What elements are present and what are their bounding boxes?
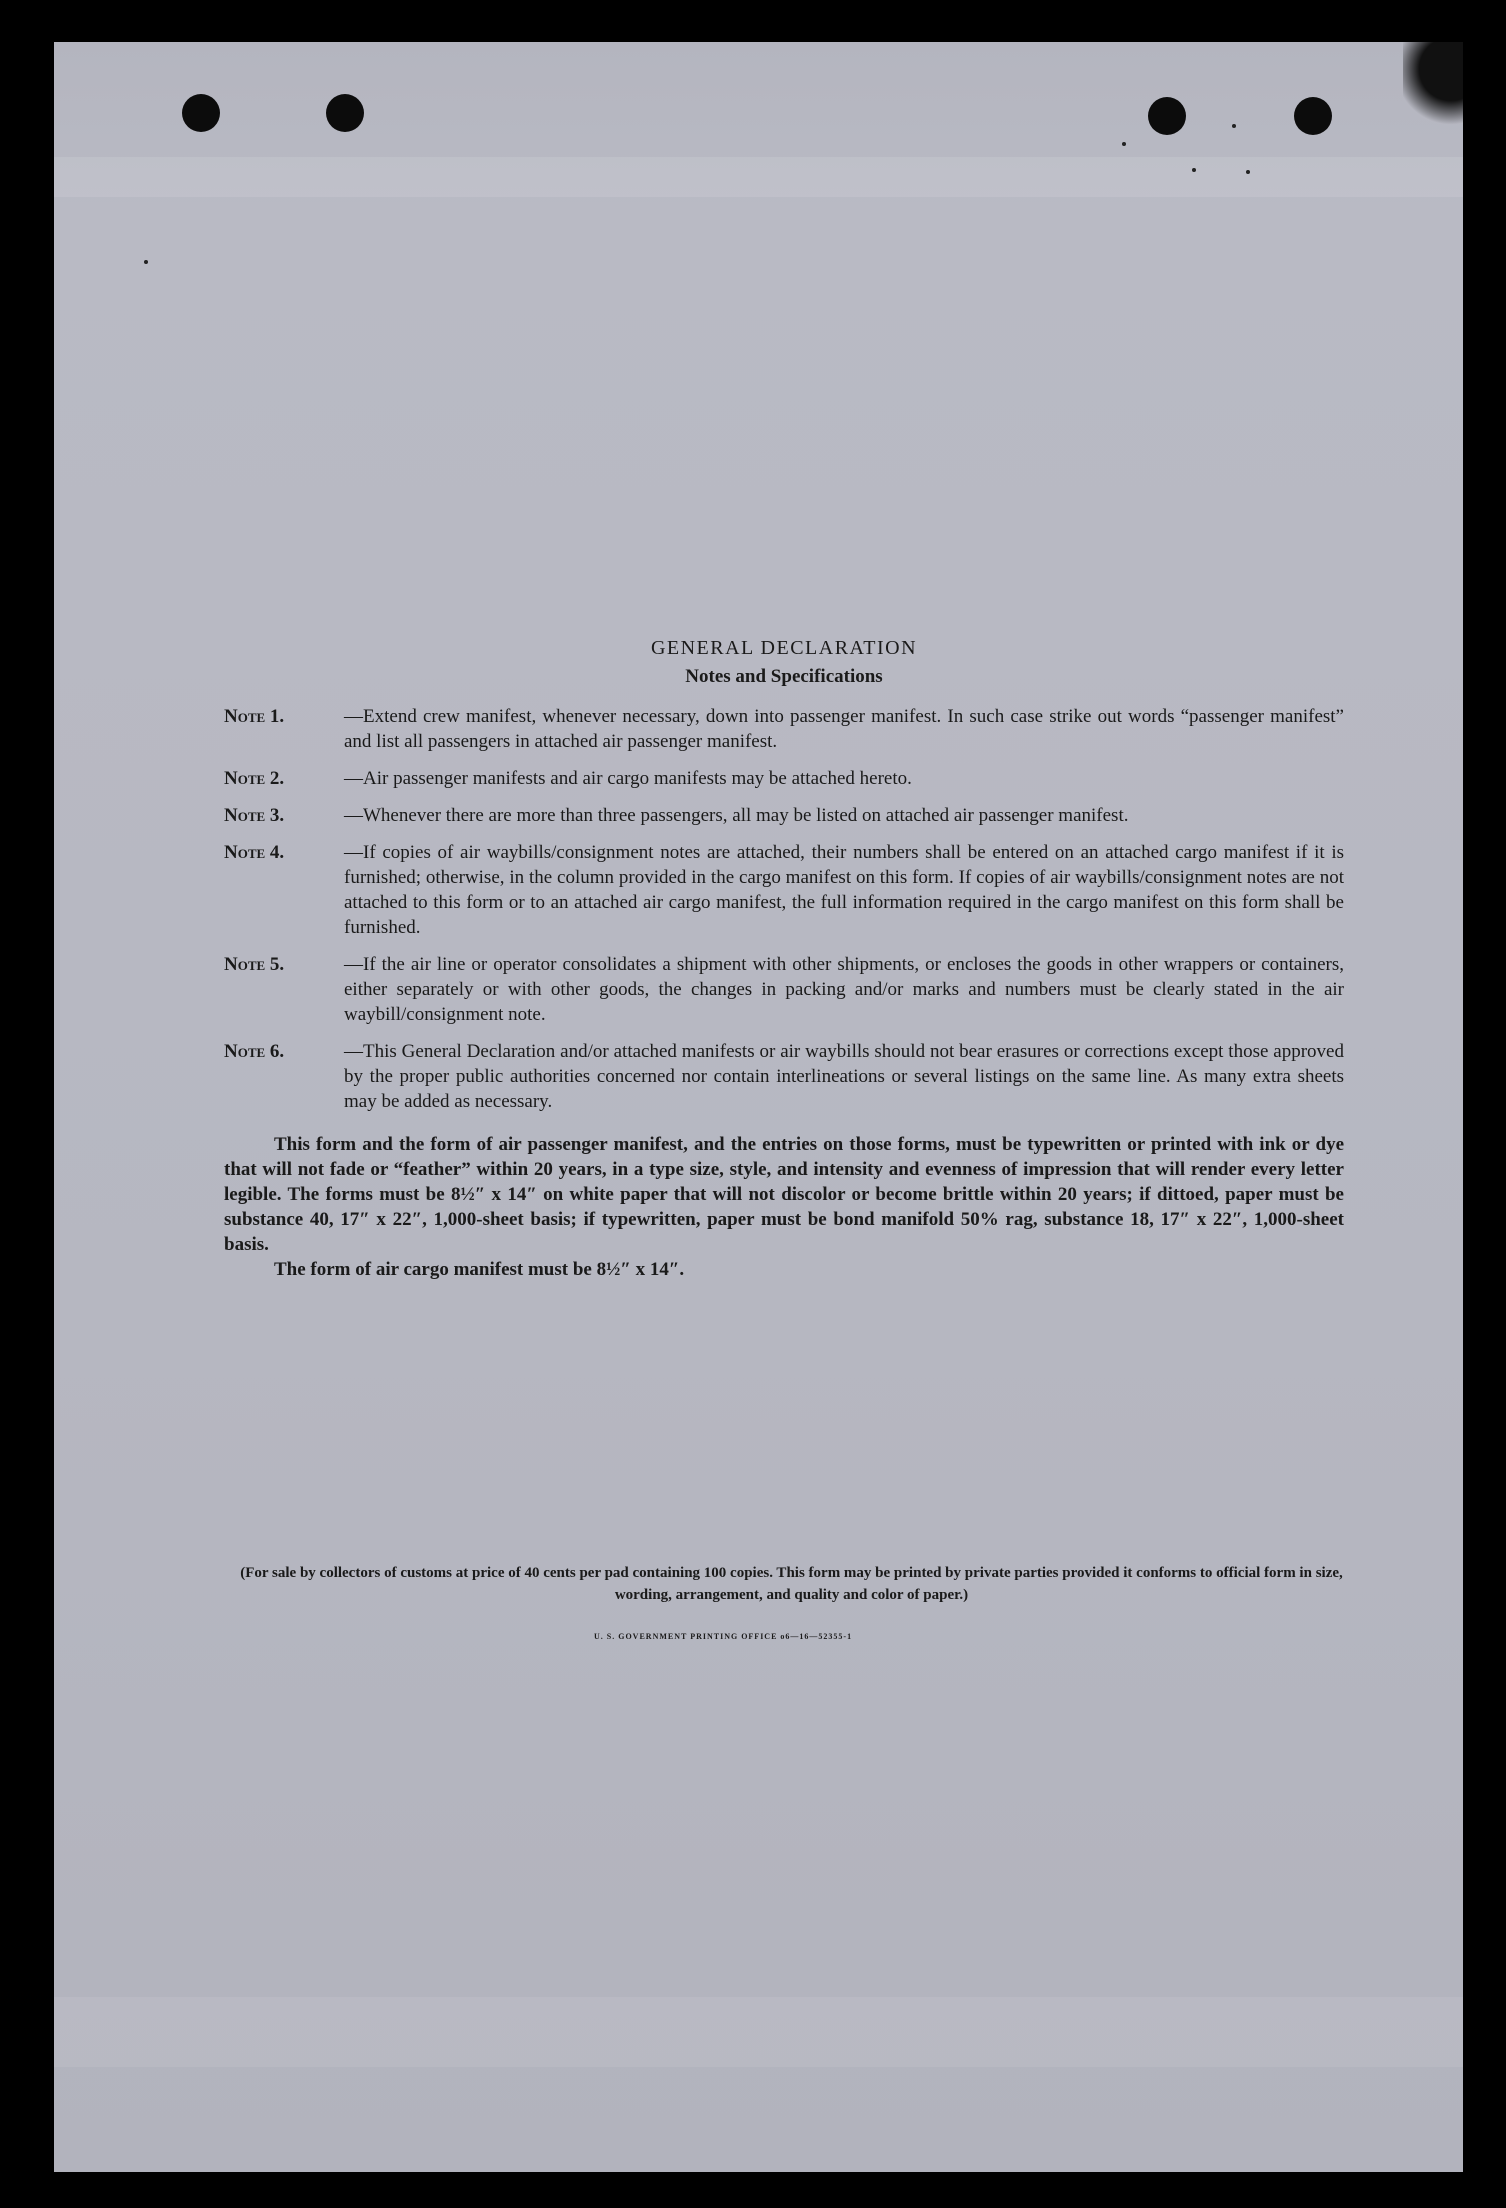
scan-band bbox=[54, 1997, 1463, 2067]
ink-speck bbox=[144, 260, 148, 264]
note-label: Note 2. bbox=[224, 768, 285, 789]
note-5 bbox=[224, 952, 1344, 1027]
note-text: —Air passenger manifests and air cargo manifests may be attached hereto. bbox=[344, 768, 912, 789]
note-4 bbox=[224, 840, 1344, 940]
note-text: —If copies of air waybills/consignment notes are attached, their numbers shall be entered on an attached cargo manifest if it is furnished; otherwise, in the column provided in the cargo manifest on this form. If copies of air waybills/consignment notes are not attached to this form or to an attached air cargo manifest, the full information required in the cargo manifest on this form shall be furnished. bbox=[344, 842, 1344, 938]
punch-hole bbox=[182, 94, 220, 132]
punch-hole bbox=[1294, 97, 1332, 135]
ink-speck bbox=[1192, 168, 1196, 172]
punch-hole bbox=[326, 94, 364, 132]
note-text: —Whenever there are more than three passengers, all may be listed on attached air passenger manifest. bbox=[344, 805, 1129, 826]
note-6 bbox=[224, 1039, 1344, 1114]
declaration-content bbox=[224, 637, 1344, 1282]
note-1 bbox=[224, 704, 1344, 754]
ink-speck bbox=[1246, 170, 1250, 174]
note-label: Note 6. bbox=[224, 1041, 285, 1062]
note-label: Note 1. bbox=[224, 706, 285, 727]
document-subtitle: Notes and Specifications bbox=[685, 666, 883, 687]
corner-ink-mark bbox=[1403, 42, 1463, 132]
ink-speck bbox=[1232, 124, 1236, 128]
sale-note: (For sale by collectors of customs at price of 40 cents per pad containing 100 copies. This form may be printed by private parties provided it conforms to official form in size, wording, arrangement, and quality and color of paper.) bbox=[240, 1565, 1343, 1603]
note-label: Note 4. bbox=[224, 842, 285, 863]
form-requirements-paragraph: This form and the form of air passenger manifest, and the entries on those forms, must be typewritten or printed with ink or dye that will not fade or “feather” within 20 years, in a type size, style, and intensity and evenness of impression that will render every letter legible. The forms must be 8½″ x 14″ on white paper that will not discolor or become brittle within 20 years; if dittoed, paper must be substance 40, 17″ x 22″, 1,000-sheet basis; if typewritten, paper must be bond manifold 50% rag, substance 18, 17″ x 22″, 1,000-sheet basis. bbox=[224, 1134, 1344, 1255]
note-text: —Extend crew manifest, whenever necessary, down into passenger manifest. In such case strike out words “passenger manifest” and list all passengers in attached air passenger manifest. bbox=[344, 706, 1344, 752]
note-label: Note 5. bbox=[224, 954, 285, 975]
note-text: —This General Declaration and/or attached manifests or air waybills should not bear erasures or corrections except those approved by the proper public authorities concerned nor contain interlineations or several listings on the same line. As many extra sheets may be added as necessary. bbox=[344, 1041, 1344, 1112]
note-3 bbox=[224, 803, 1344, 828]
document-title: GENERAL DECLARATION bbox=[650, 637, 918, 659]
note-2 bbox=[224, 766, 1344, 791]
note-text: —If the air line or operator consolidates a shipment with other shipments, or encloses the goods in other wrappers or containers, either separately or with other goods, the changes in packing and/or marks and numbers must be clearly stated in the air waybill/consignment note. bbox=[344, 954, 1344, 1025]
note-label: Note 3. bbox=[224, 805, 285, 826]
ink-speck bbox=[1122, 142, 1126, 146]
cargo-manifest-size-paragraph: The form of air cargo manifest must be 8½″ x 14″. bbox=[274, 1259, 685, 1280]
document-page bbox=[54, 42, 1463, 2172]
scan-band bbox=[54, 157, 1463, 197]
punch-hole bbox=[1148, 97, 1186, 135]
printer-imprint: U. S. GOVERNMENT PRINTING OFFICE o6—16—52355-1 bbox=[594, 1632, 853, 1641]
